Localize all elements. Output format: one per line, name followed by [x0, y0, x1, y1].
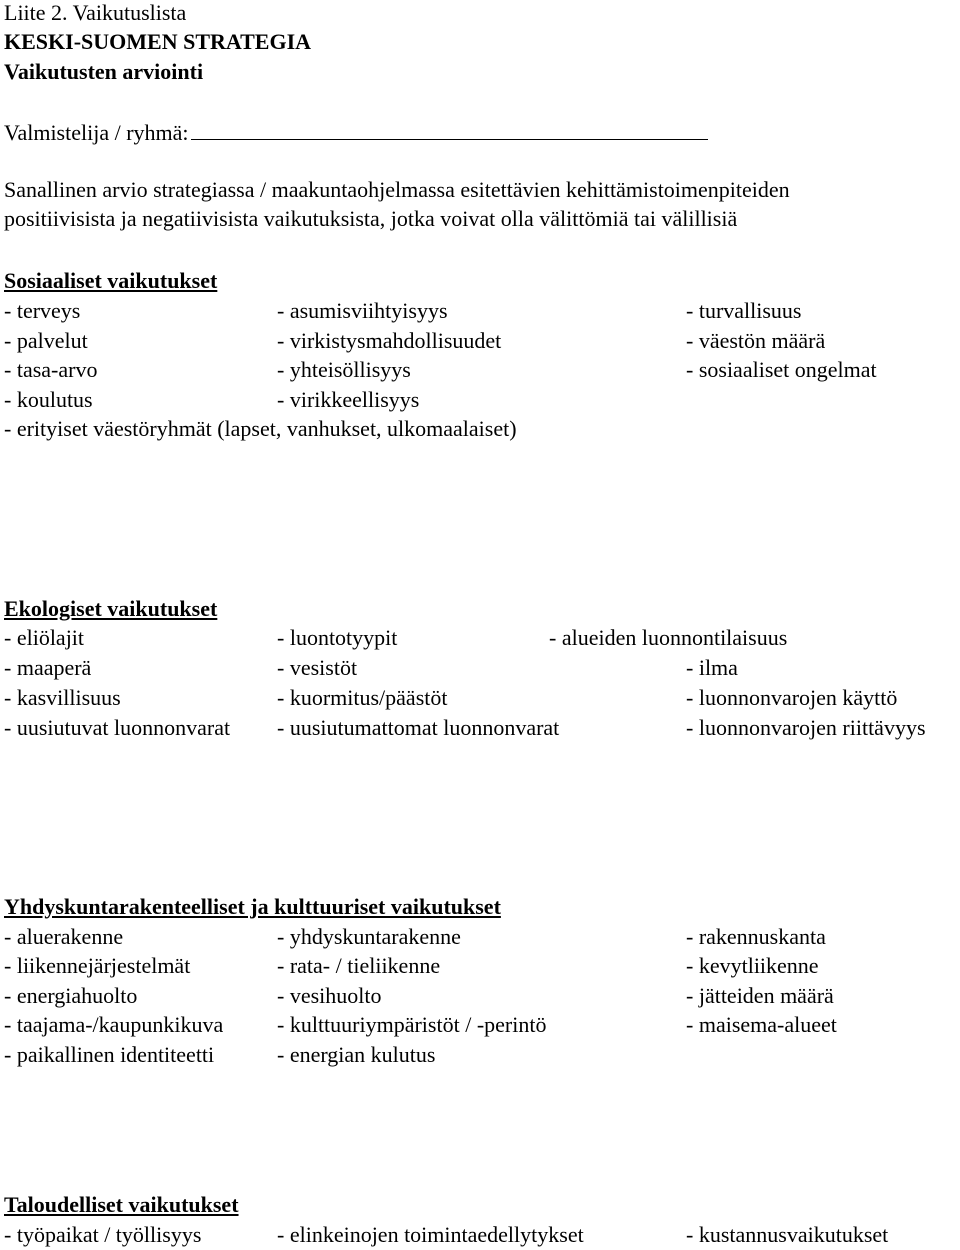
- list-item: - terveys: [4, 298, 81, 323]
- list-item: - kevytliikenne: [686, 953, 819, 978]
- list-item: - turvallisuus: [686, 298, 802, 323]
- list-item: - vesihuolto: [277, 983, 382, 1008]
- description-line-1: Sanallinen arvio strategiassa / maakuntaohjelmassa esitettävien kehittämistoimenpiteiden: [4, 177, 790, 202]
- section-heading: Sosiaaliset vaikutukset: [4, 268, 218, 293]
- list-item: - alueiden luonnontilaisuus: [549, 625, 788, 650]
- list-item: - erityiset väestöryhmät (lapset, vanhukset, ulkomaalaiset): [4, 416, 517, 441]
- list-item: - sosiaaliset ongelmat: [686, 357, 877, 382]
- preparer-blank-line: [191, 119, 708, 140]
- list-item: - kulttuuriympäristöt / -perintö: [277, 1012, 547, 1037]
- list-item: - kuormitus/päästöt: [277, 685, 448, 710]
- subtitle: Vaikutusten arviointi: [4, 59, 204, 84]
- list-item: - aluerakenne: [4, 924, 124, 949]
- list-item: - eliölajit: [4, 625, 85, 650]
- strategy-title: KESKI-SUOMEN STRATEGIA: [4, 29, 312, 54]
- list-item: - väestön määrä: [686, 328, 826, 353]
- list-item: - vesistöt: [277, 655, 358, 680]
- list-item: - liikennejärjestelmät: [4, 953, 191, 978]
- list-item: - luonnonvarojen riittävyys: [686, 715, 926, 740]
- description-line-2: positiivisista ja negatiivisista vaikutuksista, jotka voivat olla välittömiä tai välillisiä: [4, 206, 738, 231]
- list-item: - paikallinen identiteetti: [4, 1042, 215, 1067]
- list-item: - palvelut: [4, 328, 88, 353]
- list-item: - uusiutumattomat luonnonvarat: [277, 715, 560, 740]
- list-item: - rata- / tieliikenne: [277, 953, 441, 978]
- list-item: - tasa-arvo: [4, 357, 98, 382]
- list-item: - taajama-/kaupunkikuva: [4, 1012, 224, 1037]
- list-item: - energiahuolto: [4, 983, 138, 1008]
- list-item: - luontotyypit: [277, 625, 398, 650]
- list-item: - ilma: [686, 655, 738, 680]
- appendix-title: Liite 2. Vaikutuslista: [4, 0, 187, 25]
- list-item: - jätteiden määrä: [686, 983, 834, 1008]
- list-item: - virkistysmahdollisuudet: [277, 328, 502, 353]
- list-item: - energian kulutus: [277, 1042, 436, 1067]
- list-item: - työpaikat / työllisyys: [4, 1222, 202, 1247]
- preparer-line: [4, 118, 708, 148]
- section-heading: Ekologiset vaikutukset: [4, 596, 218, 621]
- preparer-label: Valmistelija / ryhmä:: [4, 120, 189, 145]
- list-item: - maaperä: [4, 655, 92, 680]
- list-item: - rakennuskanta: [686, 924, 826, 949]
- list-item: - asumisviihtyisyys: [277, 298, 448, 323]
- list-item: - virikkeellisyys: [277, 387, 420, 412]
- list-item: - elinkeinojen toimintaedellytykset: [277, 1222, 584, 1247]
- list-item: - uusiutuvat luonnonvarat: [4, 715, 231, 740]
- section-heading: Yhdyskuntarakenteelliset ja kulttuuriset vaikutukset: [4, 894, 501, 919]
- list-item: - kasvillisuus: [4, 685, 121, 710]
- list-item: - luonnonvarojen käyttö: [686, 685, 898, 710]
- list-item: - yhdyskuntarakenne: [277, 924, 461, 949]
- list-item: - yhteisöllisyys: [277, 357, 411, 382]
- list-item: - kustannusvaikutukset: [686, 1222, 889, 1247]
- list-item: - maisema-alueet: [686, 1012, 837, 1037]
- list-item: - koulutus: [4, 387, 93, 412]
- section-heading: Taloudelliset vaikutukset: [4, 1192, 239, 1217]
